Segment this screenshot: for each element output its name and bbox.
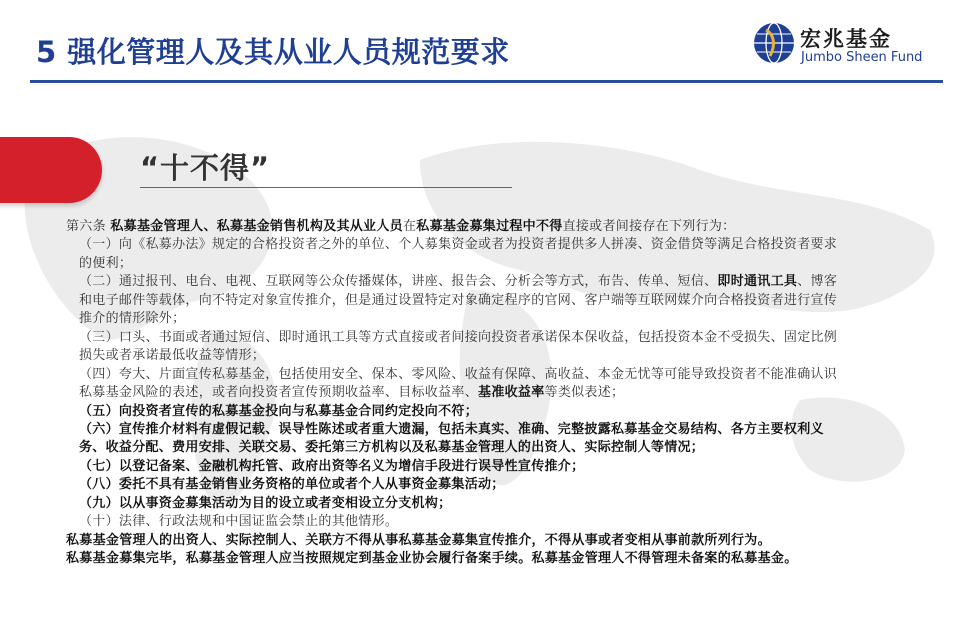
subtitle-underline bbox=[140, 187, 512, 188]
clause-8: （八）委托不具有基金销售业务资格的单位或者个人从事资金募集活动； bbox=[79, 477, 505, 493]
clause-5: （五）向投资者宣传的私募基金投向与私募基金合同约定投向不符； bbox=[79, 403, 479, 419]
note-related-parties: 私募基金管理人的出资人、实际控制人、关联方不得从事私募基金募集宣传推介，不得从事或者变相从事前款所列行为。 bbox=[66, 532, 771, 548]
clause-3: （三）口头、书面或者通过短信、即时通讯工具等方式直接或者间接向投资者承诺保本保收益，包括投资本金不受损失、固定比例损失或者承诺最低收益等情形； bbox=[79, 329, 838, 364]
logo-english-name: Jumbo Sheen Fund bbox=[801, 50, 923, 65]
clause-7: （七）以登记备案、金融机构托管、政府出资等名义为增信手段进行误导性宣传推介； bbox=[79, 458, 585, 474]
globe-icon bbox=[752, 21, 796, 65]
header-divider bbox=[30, 80, 943, 83]
clause-9: （九）以从事资金募集活动为目的设立或者变相设立分支机构； bbox=[79, 495, 452, 511]
clause-1: （一）向《私募办法》规定的合格投资者之外的单位、个人募集资金或者为投资者提供多人拼凑、资金借贷等满足合格投资者要求的便利； bbox=[79, 237, 838, 271]
clause-6: （六）宣传推介材料有虚假记载、误导性陈述或者重大遗漏，包括未真实、准确、完整披露私募基金交易结构、各方主要权利义务、收益分配、费用安排、关联交易、委托第三方机构以及私募基金管理人的出资人、实际控制人等情况； bbox=[79, 421, 824, 456]
regulation-text bbox=[66, 218, 844, 569]
logo-chinese-name: 宏兆基金 bbox=[800, 27, 892, 51]
clause-10: （十）法律、行政法规和中国证监会禁止的其他情形。 bbox=[79, 514, 399, 530]
page-title: 5 强化管理人及其从业人员规范要求 bbox=[36, 35, 510, 69]
clause-2: （二）通过报刊、电台、电视、互联网等公众传播媒体，讲座、报告会、分析会等方式，布告、传单、短信、即时通讯工具、博客和电子邮件等载体，向不特定对象宣传推介，但是通过设置特定对象确定程序的官网、客户端等互联网媒介向合格投资者进行宣传推介的情形除外； bbox=[79, 274, 838, 327]
section-subtitle: “十不得” bbox=[140, 151, 271, 185]
company-logo bbox=[752, 19, 952, 71]
article-intro: 第六条 私募基金管理人、私募基金销售机构及其从业人员在私募基金募集过程中不得直接或者间接存在下列行为： bbox=[66, 219, 736, 234]
red-section-tab bbox=[0, 137, 102, 203]
clause-4: （四）夸大、片面宣传私募基金，包括使用安全、保本、零风险、收益有保障、高收益、本金无忧等可能导致投资者不能准确认识私募基金风险的表述，或者向投资者宣传预期收益率、目标收益率、基准收益率等类似表述； bbox=[79, 366, 838, 401]
note-filing: 私募基金募集完毕，私募基金管理人应当按照规定到基金业协会履行备案手续。私募基金管理人不得管理未备案的私募基金。 bbox=[66, 551, 798, 567]
